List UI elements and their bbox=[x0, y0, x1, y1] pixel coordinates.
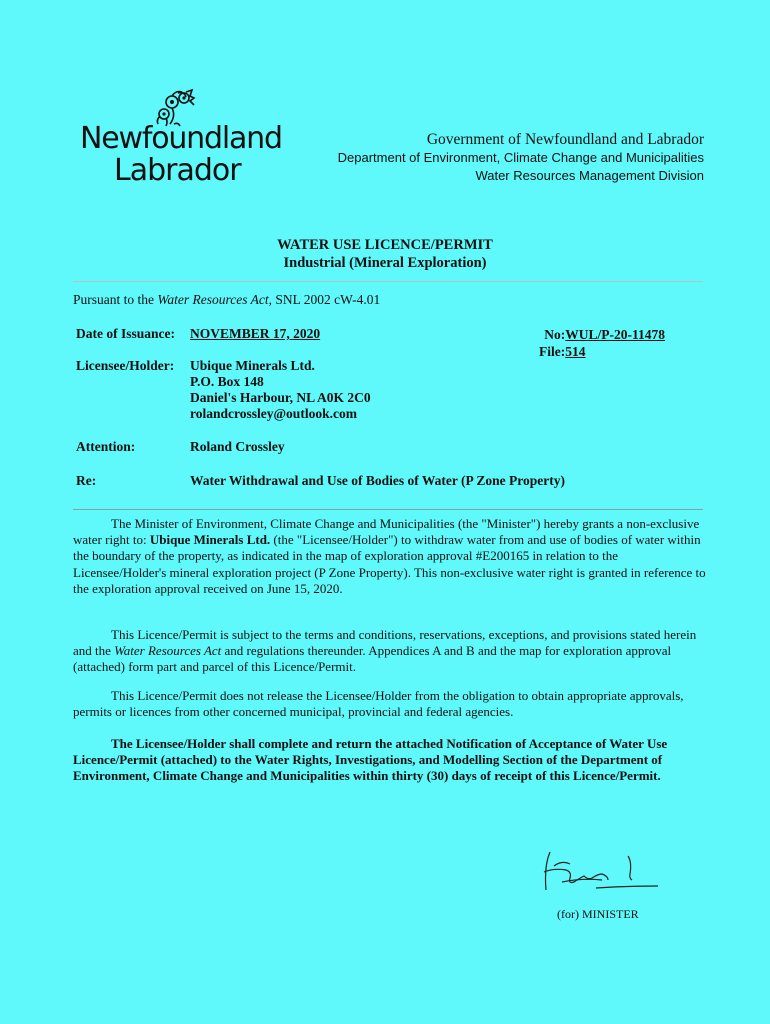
minister-signature bbox=[536, 846, 676, 896]
grant-licensee-name: Ubique Minerals Ltd. bbox=[149, 532, 271, 548]
minister-caption: (for) MINISTER bbox=[557, 907, 639, 921]
licensee-label: Licensee/Holder: bbox=[76, 358, 175, 373]
licensee-address bbox=[190, 358, 371, 422]
pursuant-suffix: , SNL 2002 cW-4.01 bbox=[268, 292, 381, 307]
pursuant-prefix: Pursuant to the bbox=[73, 292, 158, 307]
paragraph-approvals bbox=[73, 688, 706, 720]
paragraph-notification bbox=[73, 736, 706, 785]
pursuant-act: Water Resources Act bbox=[157, 292, 269, 307]
logo-word-labrador: Labrador bbox=[114, 153, 241, 188]
terms-act: Water Resources Act bbox=[114, 643, 222, 659]
nl-logo bbox=[78, 88, 282, 188]
date-label: Date of Issuance: bbox=[76, 326, 175, 341]
licensee-line: Daniel's Harbour, NL A0K 2C0 bbox=[190, 390, 371, 405]
no-label: No: bbox=[544, 327, 566, 342]
paragraph-grant bbox=[73, 516, 706, 597]
government-header bbox=[338, 131, 704, 185]
paragraph-terms bbox=[73, 627, 706, 676]
terms-text-a: This Licence/Permit is subject to the terms and conditions, reservations, exceptions, and provisions stated herein and the bbox=[73, 627, 697, 659]
grant-text-c: (the "Licensee/Holder") to withdraw water from and use of bodies of water within the boundary of the property, as indicated in the map of exploration approval #E200165 in relation to the Licensee/Holder's mineral exploration project (P Zone Property). This non-exclusive water right is granted in reference to the exploration approval received on June 15, 2020. bbox=[73, 532, 706, 596]
title-line-2: Industrial (Mineral Exploration) bbox=[283, 255, 487, 271]
re-value: Water Withdrawal and Use of Bodies of Water (P Zone Property) bbox=[190, 473, 565, 488]
terms-text-c: and regulations thereunder. Appendices A and B and the map for exploration approval (attached) form part and parcel of this Licence/Permit. bbox=[73, 643, 672, 675]
licensee-email: rolandcrossley@outlook.com bbox=[190, 406, 357, 421]
department-name: Department of Environment, Climate Change and Municipalities bbox=[337, 150, 704, 165]
division-name: Water Resources Management Division bbox=[475, 168, 704, 183]
government-name: Government of Newfoundland and Labrador bbox=[426, 131, 704, 148]
signature-icon bbox=[536, 846, 676, 896]
attention-value: Roland Crossley bbox=[190, 439, 285, 454]
re-label: Re: bbox=[76, 473, 97, 488]
divider-body bbox=[73, 509, 703, 510]
logo-word-newfoundland: Newfoundland bbox=[80, 121, 282, 156]
licensee-line: Ubique Minerals Ltd. bbox=[190, 358, 315, 373]
pursuant-line bbox=[73, 292, 380, 308]
attention-label: Attention: bbox=[76, 439, 136, 454]
no-value: WUL/P-20-11478 bbox=[565, 327, 665, 342]
number-file-block bbox=[537, 326, 665, 360]
document-title bbox=[0, 236, 770, 272]
file-value: 514 bbox=[565, 344, 586, 359]
date-value: NOVEMBER 17, 2020 bbox=[190, 326, 321, 341]
grant-text-a: The Minister of Environment, Climate Change and Municipalities (the "Minister") hereby grants a non-exclusive water right to: bbox=[73, 516, 700, 548]
title-line-1: WATER USE LICENCE/PERMIT bbox=[277, 237, 493, 253]
licensee-line: P.O. Box 148 bbox=[190, 374, 264, 389]
divider-top bbox=[73, 281, 703, 282]
approvals-text: This Licence/Permit does not release the Licensee/Holder from the obligation to obtain appropriate approvals, permits or licences from other concerned municipal, provincial and federal agencies. bbox=[73, 688, 684, 720]
file-label: File: bbox=[539, 344, 566, 359]
notification-text: The Licensee/Holder shall complete and return the attached Notification of Acceptance of Water Use Licence/Permit (attached) to the Water Rights, Investigations, and Modelling Section of the Department of Environment, Climate Change and Municipalities within thirty (30) days of receipt of this Licence/Permit. bbox=[73, 736, 668, 784]
